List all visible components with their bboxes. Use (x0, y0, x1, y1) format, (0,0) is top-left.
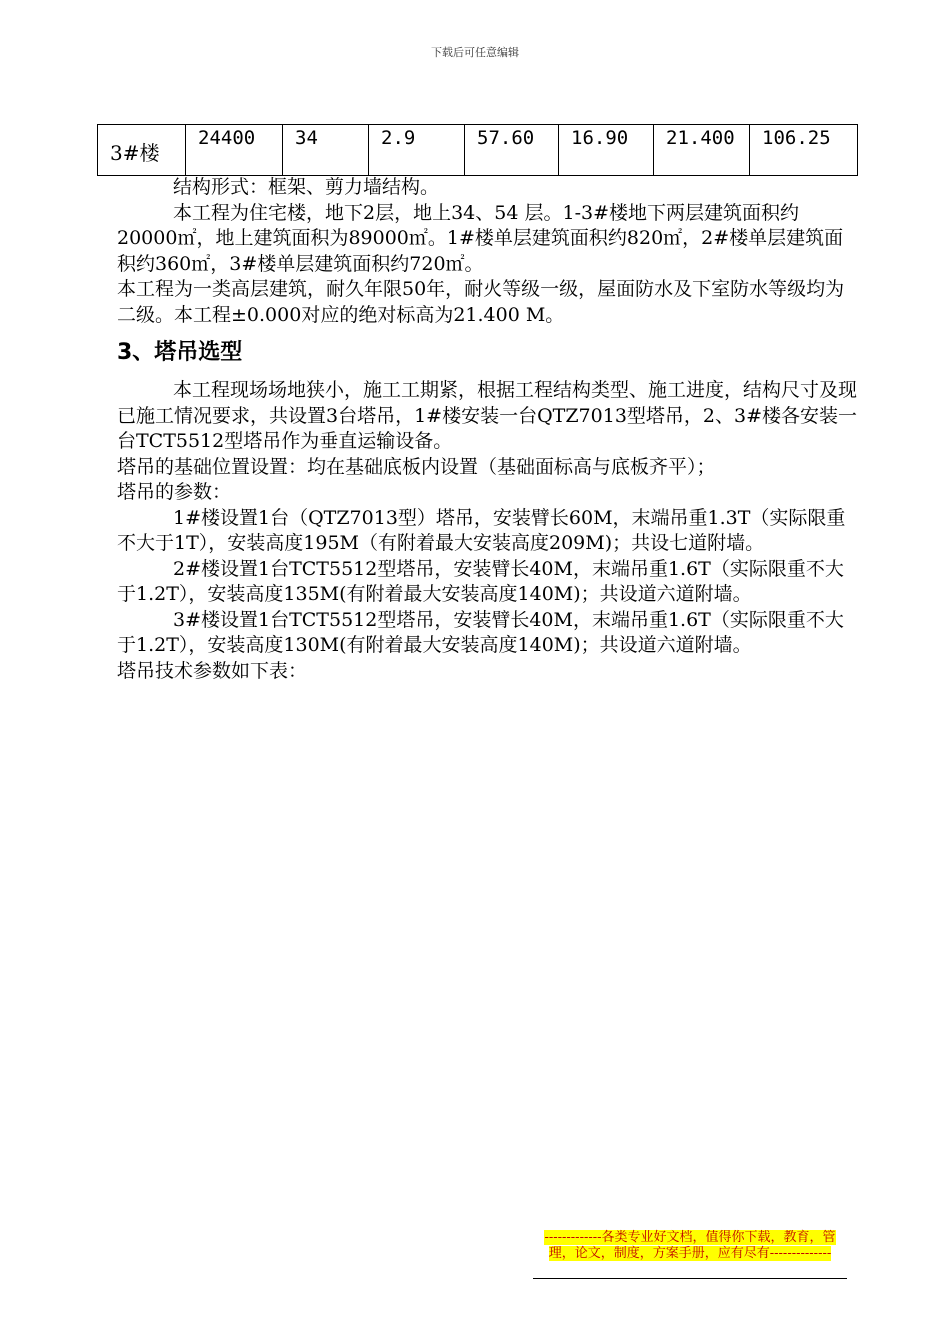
section-heading: 3、塔吊选型 (117, 340, 243, 365)
paragraph: 塔吊技术参数如下表： (117, 659, 308, 682)
table-cell: 21.400 (654, 125, 750, 176)
footer-divider (533, 1278, 847, 1279)
paragraph: 2#楼设置1台TCT5512型塔吊，安装臂长40M，末端吊重1.6T（实际限重不大于1.2T），安装高度135M(有附着最大安装高度140M)；共设道六道附墙。 (117, 557, 844, 605)
paragraph: 塔吊的参数： (117, 481, 232, 503)
footer-note (533, 1230, 847, 1262)
table-cell: 2.9 (369, 125, 465, 176)
paragraph: 本工程为一类高层建筑，耐久年限50年，耐火等级一级，屋面防水及下室防水等级均为二级。本工程±0.000对应的绝对标高为21.400 M。 (117, 278, 845, 326)
table-cell: 16.90 (559, 125, 654, 176)
paragraph: 1#楼设置1台（QTZ7013型）塔吊，安装臂长60M，末端吊重1.3T（实际限重不大于1T），安装高度195M（有附着最大安装高度209M)；共设七道附墙。 (117, 506, 846, 554)
document-body (117, 175, 857, 684)
table-cell: 24400 (186, 125, 283, 176)
paragraph: 塔吊的基础位置设置：均在基础底板内设置（基础面标高与底板齐平）； (117, 455, 716, 478)
table-cell: 57.60 (465, 125, 559, 176)
page-header: 下载后可任意编辑 (431, 46, 519, 59)
building-data-table (97, 124, 858, 176)
paragraph: 本工程为住宅楼，地下2层，地上34、54 层。1-3#楼地下两层建筑面积约20000㎡，地上建筑面积为89000㎡。1#楼单层建筑面积约820㎡，2#楼单层建筑面积约360㎡，3#楼单层建筑面积约720㎡。 (117, 201, 844, 275)
footer-text: -------------各类专业好文档，值得你下载，教育，管理，论文，制度，方案手册，应有尽有-------------- (544, 1230, 836, 1261)
paragraph: 结构形式：框架、剪力墙结构。 (173, 176, 440, 198)
paragraph: 3#楼设置1台TCT5512型塔吊，安装臂长40M，末端吊重1.6T（实际限重不大于1.2T），安装高度130M(有附着最大安装高度140M)；共设道六道附墙。 (117, 608, 844, 656)
table-cell: 3#楼 (98, 125, 186, 176)
paragraph: 本工程现场场地狭小，施工工期紧，根据工程结构类型、施工进度，结构尺寸及现已施工情况要求，共设置3台塔吊，1#楼安装一台QTZ7013型塔吊，2、3#楼各安装一台TCT5512型塔吊作为垂直运输设备。 (117, 379, 858, 452)
table-row (98, 125, 858, 176)
table-cell: 34 (283, 125, 369, 176)
table-cell: 106.25 (750, 125, 858, 176)
